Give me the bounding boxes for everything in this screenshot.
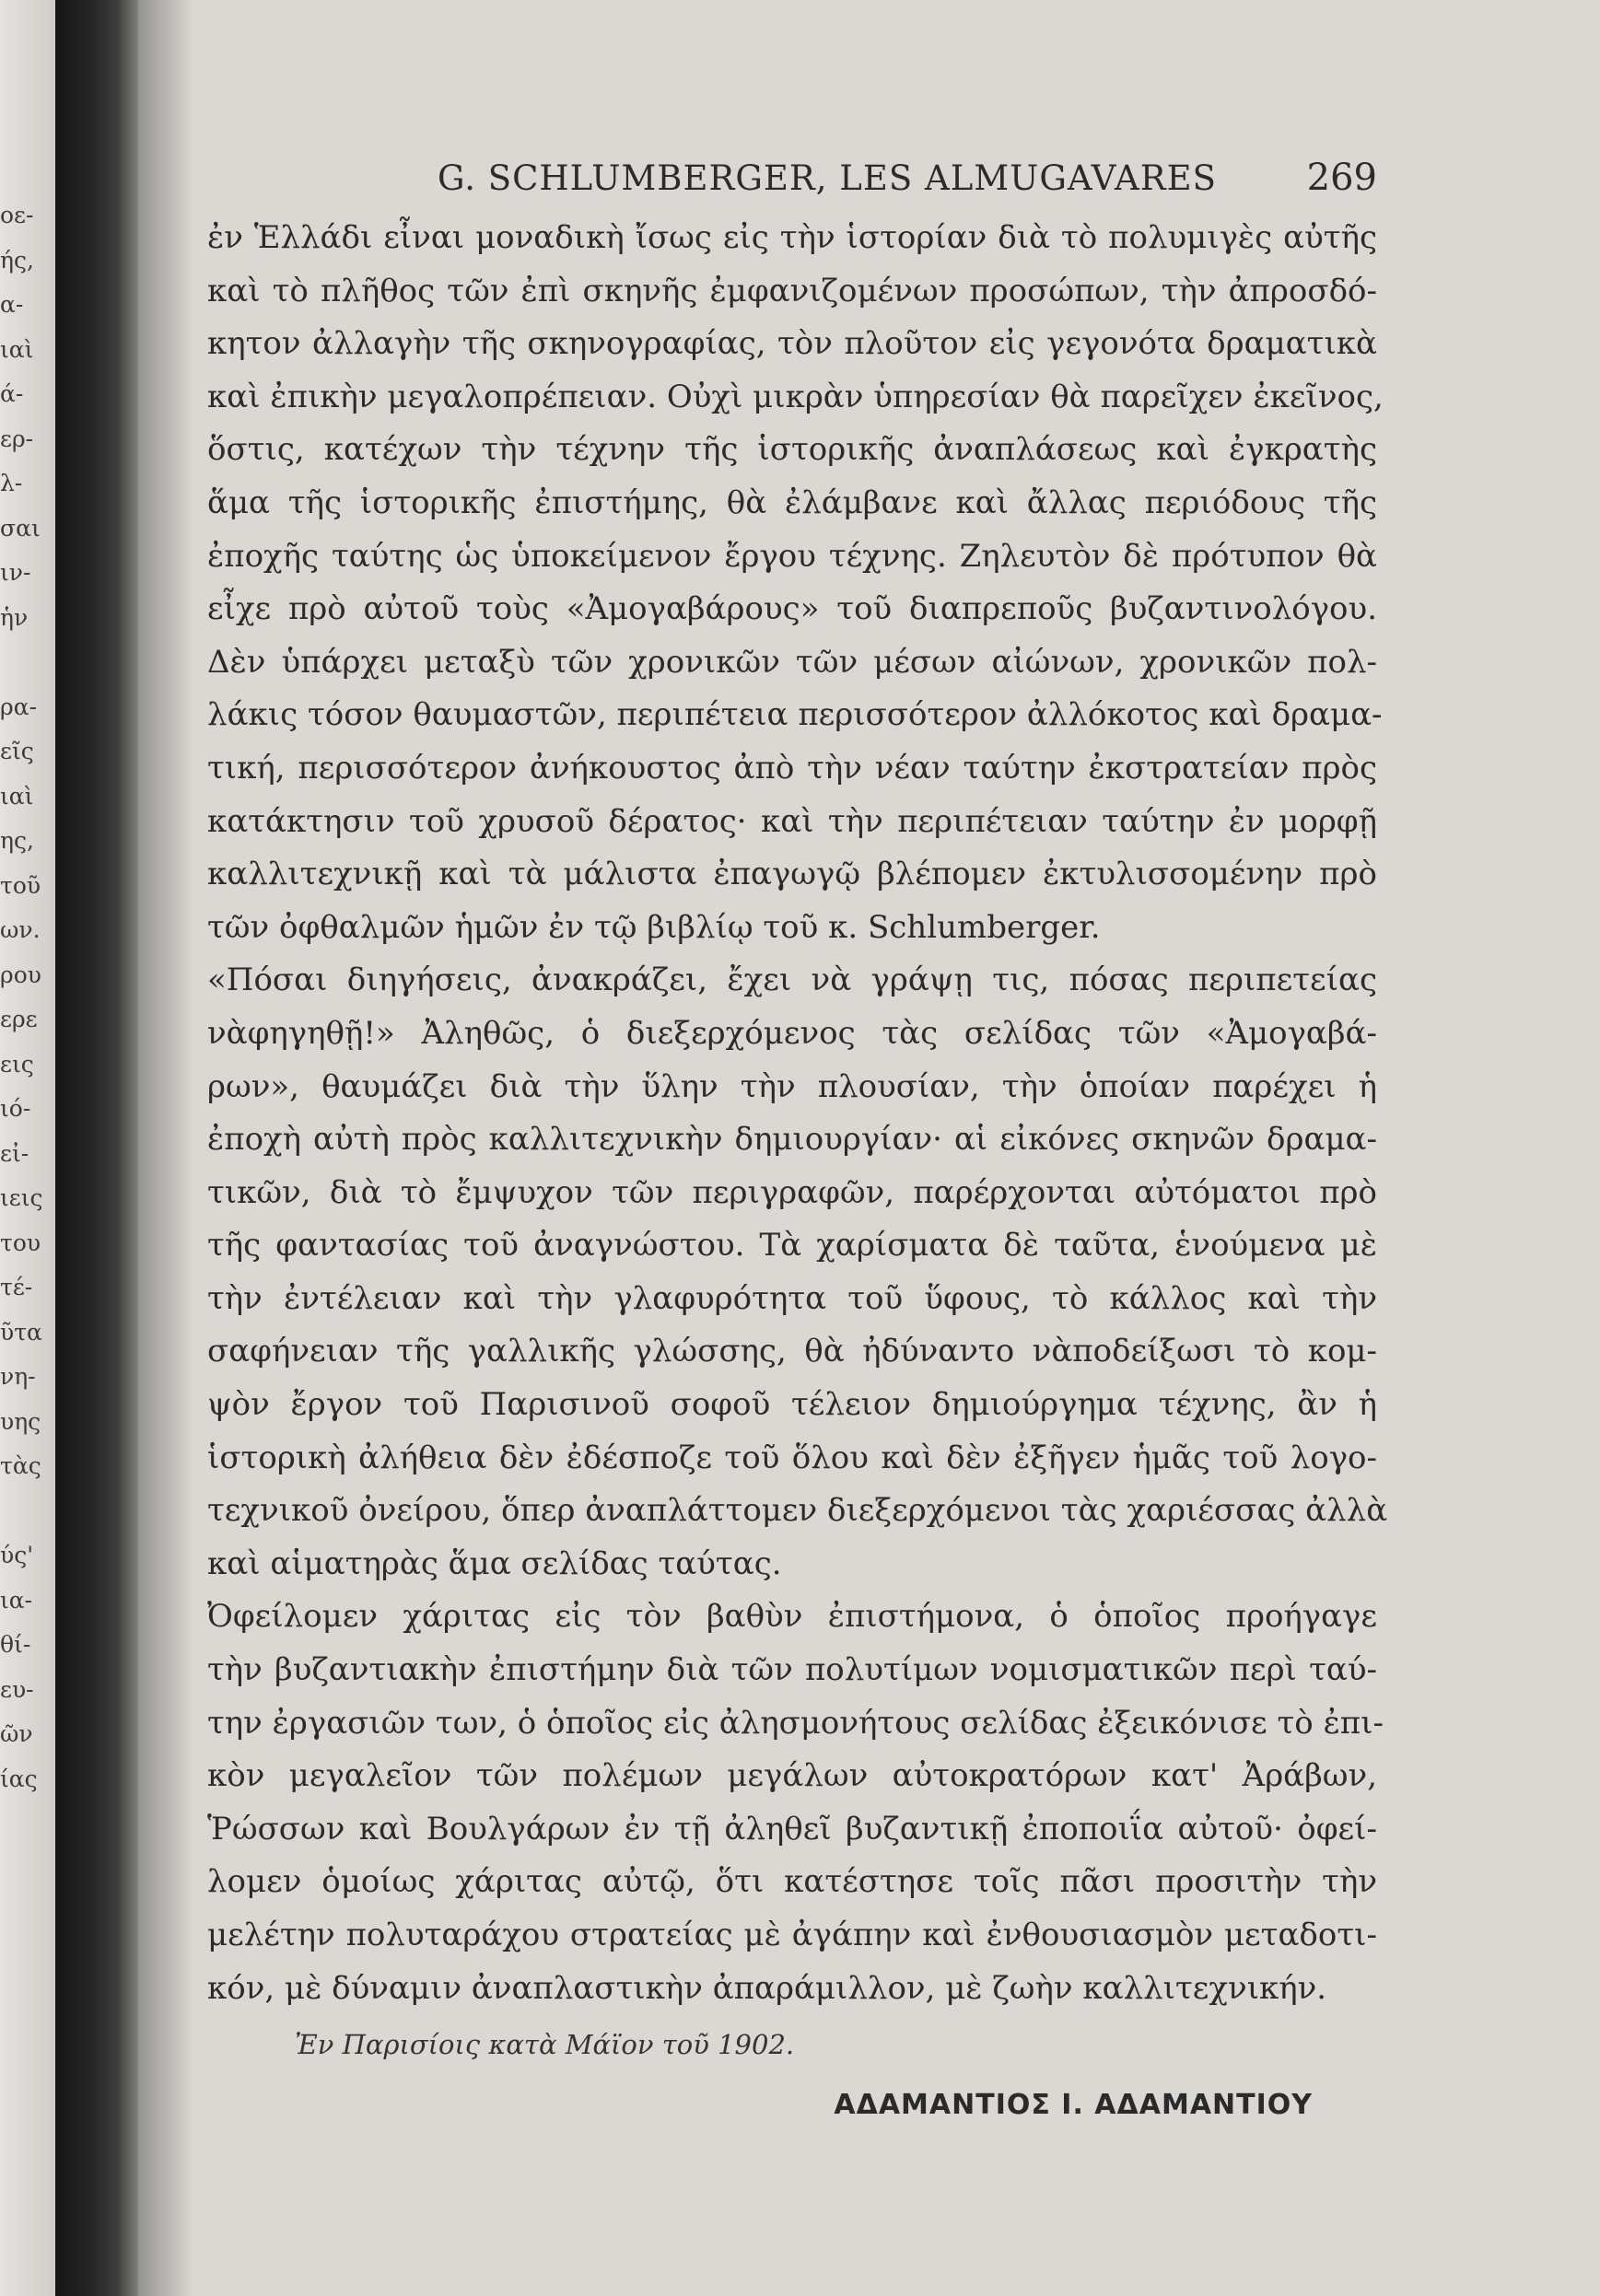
left-page-fragment: τοῦ	[0, 871, 41, 899]
left-page-fragment: οε-	[0, 202, 34, 228]
left-page-fragment: ιό-	[0, 1095, 31, 1122]
text-line: εἶχε πρὸ αὐτοῦ τοὺς «Ἀμογαβάρους» τοῦ διαπρεποῦς βυζαντινολόγου.	[207, 590, 1377, 628]
left-page-fragment: ής,	[0, 246, 34, 274]
left-page-text-fragments	[0, 193, 55, 1801]
left-page-fragment: ης,	[0, 827, 34, 854]
left-page-fragment: ῦτα	[0, 1318, 42, 1346]
text-line: ἐποχῆς ταύτης ὡς ὑποκείμενον ἔργου τέχνης. Ζηλευτὸν δὲ πρότυπον θὰ	[207, 537, 1377, 575]
left-page-fragment: ρα-	[0, 693, 38, 720]
text-line: σαφήνειαν τῆς γαλλικῆς γλώσσης, θὰ ἠδύναντο νὰποδείξωσι τὸ κομ-	[207, 1333, 1377, 1370]
left-page-fragment: σαι	[0, 514, 41, 542]
text-line: «Πόσαι διηγήσεις, ἀνακράζει, ἔχει νὰ γράψῃ τις, πόσας περιπετείας	[207, 962, 1377, 999]
text-line: Ῥώσσων καὶ Βουλγάρων ἐν τῇ ἀληθεῖ βυζαντικῇ ἐποποιΐα αὐτοῦ· ὀφεί-	[207, 1810, 1377, 1847]
left-page-fragment: τὰς	[0, 1452, 41, 1479]
book-gutter	[55, 0, 138, 2296]
left-page-fragment: ιεις	[0, 1184, 43, 1211]
running-title: G. SCHLUMBERGER, LES ALMUGAVARES	[438, 158, 1217, 198]
left-page-fragment: ίας	[0, 1765, 38, 1792]
text-line: ρων», θαυμάζει διὰ τὴν ὕλην τὴν πλουσίαν, τὴν ὁποίαν παρέχει ἡ	[207, 1067, 1377, 1105]
text-line: νὰφηγηθῇ!» Ἀληθῶς, ὁ διεξερχόμενος τὰς σελίδας τῶν «Ἀμογαβά-	[207, 1014, 1377, 1052]
text-line: καλλιτεχνικῇ καὶ τὰ μάλιστα ἐπαγωγῷ βλέπομεν ἐκτυλισσομένην πρὸ	[207, 856, 1377, 893]
left-page-fragment: ἡν	[0, 603, 29, 631]
left-page-fragment: υης	[0, 1407, 41, 1435]
text-line: ἐν Ἑλλάδι εἶναι μοναδικὴ ἴσως εἰς τὴν ἱστορίαν διὰ τὸ πολυμιγὲς αὐτῆς	[207, 219, 1377, 256]
author-signature: ΑΔΑΜΑΝΤΙΟΣ Ι. ΑΔΑΜΑΝΤΙΟΥ	[834, 2089, 1313, 2122]
left-page-fragment: εῖς	[0, 738, 34, 764]
text-line: κὸν μεγαλεῖον τῶν πολέμων μεγάλων αὐτοκρατόρων κατ' Ἀράβων,	[207, 1757, 1377, 1795]
left-page-fragment: εἰ-	[0, 1139, 29, 1167]
left-page-fragment: ῶν	[0, 1720, 33, 1747]
text-line: Δὲν ὑπάρχει μεταξὺ τῶν χρονικῶν τῶν μέσων αἰώνων, χρονικῶν πολ-	[207, 643, 1377, 681]
left-page-fragment: ια-	[0, 1586, 33, 1614]
left-page-fragment: νη-	[0, 1363, 36, 1390]
left-page-fragment: εις	[0, 1050, 34, 1078]
left-page-fragment: ων.	[0, 916, 41, 943]
left-page-edge	[0, 0, 55, 2296]
left-page-fragment	[0, 640, 55, 685]
left-page-fragment: λ-	[0, 470, 23, 496]
left-page-fragment: ευ-	[0, 1675, 34, 1703]
dateline: Ἐν Παρισίοις κατὰ Μάϊον τοῦ 1902.	[295, 2029, 795, 2061]
left-page-fragment: ερε	[0, 1006, 38, 1032]
left-page-fragment: ά-	[0, 380, 24, 407]
text-line: μελέτην πολυταράχου στρατείας μὲ ἀγάπην καὶ ἐνθουσιασμὸν μεταδοτι-	[207, 1917, 1377, 1953]
page-number: 269	[1306, 157, 1377, 199]
text-line: Ὀφείλομεν χάριτας εἰς τὸν βαθὺν ἐπιστήμονα, ὁ ὁποῖος προήγαγε	[207, 1598, 1377, 1636]
text-line: ἱστορικὴ ἀλήθεια δὲν ἐδέσποζε τοῦ ὅλου καὶ δὲν ἐξῆγεν ἡμᾶς τοῦ λογο-	[207, 1439, 1377, 1476]
text-line: την ἐργασιῶν των, ὁ ὁποῖος εἰς ἀλησμονήτους σελίδας ἐξεικόνισε τὸ ἐπι-	[207, 1704, 1384, 1742]
text-line: τεχνικοῦ ὀνείρου, ὅπερ ἀναπλάττομεν διεξερχόμενοι τὰς χαριέσσας ἀλλὰ	[207, 1492, 1388, 1530]
left-page-fragment: ιαὶ	[0, 335, 34, 363]
gutter-shadow	[138, 0, 193, 2296]
text-line: κητον ἀλλαγὴν τῆς σκηνογραφίας, τὸν πλοῦτον εἰς γεγονότα δραματικὰ	[207, 325, 1377, 363]
text-line: τικῶν, διὰ τὸ ἔμψυχον τῶν περιγραφῶν, παρέρχονται αὐτόματοι πρὸ	[207, 1173, 1377, 1211]
text-line: κατάκτησιν τοῦ χρυσοῦ δέρατος· καὶ τὴν περιπέτειαν ταύτην ἐν μορφῇ	[207, 802, 1377, 840]
text-line: τὴν ἐντέλειαν καὶ τὴν γλαφυρότητα τοῦ ὕφους, τὸ κάλλος καὶ τὴν	[207, 1279, 1377, 1317]
text-line: λάκις τόσον θαυμαστῶν, περιπέτεια περισσότερον ἀλλόκοτος καὶ δραμα-	[207, 696, 1383, 734]
text-line: τική, περισσότερον ἀνήκουστος ἀπὸ τὴν νέαν ταύτην ἐκστρατείαν πρὸς	[207, 749, 1377, 787]
left-page-fragment: ερ-	[0, 425, 34, 452]
left-page-fragment: θί-	[0, 1631, 31, 1658]
text-line: ψὸν ἔργον τοῦ Παρισινοῦ σοφοῦ τέλειον δημιούργημα τέχνης, ἂν ἡ	[207, 1386, 1377, 1424]
text-line: λομεν ὁμοίως χάριτας αὐτῷ, ὅτι κατέστησε τοῖς πᾶσι προσιτὴν τὴν	[207, 1863, 1377, 1901]
text-line: καὶ αἱματηρὰς ἅμα σελίδας ταύτας.	[207, 1544, 782, 1582]
left-page-fragment: α-	[0, 291, 24, 318]
left-page-fragment: ιαὶ	[0, 782, 34, 810]
body-text	[207, 212, 1388, 2015]
left-page-fragment: ρου	[0, 961, 41, 988]
book-page	[207, 147, 1388, 2122]
text-line: καὶ ἐπικὴν μεγαλοπρέπειαν. Οὐχὶ μικρὰν ὑπηρεσίαν θὰ παρεῖχεν ἐκεῖνος,	[207, 378, 1384, 415]
left-page-fragment: ιν-	[0, 559, 31, 586]
text-line: κόν, μὲ δύναμιν ἀναπλαστικὴν ἀπαράμιλλον, μὲ ζωὴν καλλιτεχνικήν.	[207, 1969, 1327, 2007]
text-line: τῶν ὀφθαλμῶν ἡμῶν ἐν τῷ βιβλίῳ τοῦ κ. Schlumberger.	[207, 908, 1101, 946]
text-line: τὴν βυζαντιακὴν ἐπιστήμην διὰ τῶν πολυτίμων νομισματικῶν περὶ ταύ-	[207, 1651, 1377, 1689]
text-line: καὶ τὸ πλῆθος τῶν ἐπὶ σκηνῆς ἐμφανιζομένων προσώπων, τὴν ἀπροσδό-	[207, 272, 1377, 309]
left-page-fragment	[0, 1489, 55, 1534]
left-page-fragment: τέ-	[0, 1274, 33, 1300]
left-page-fragment: ύς'	[0, 1542, 34, 1568]
text-line: ἅμα τῆς ἱστορικῆς ἐπιστήμης, θὰ ἐλάμβανε καὶ ἄλλας περιόδους τῆς	[207, 484, 1377, 521]
text-line: τῆς φαντασίας τοῦ ἀναγνώστου. Τὰ χαρίσματα δὲ ταῦτα, ἑνούμενα μὲ	[207, 1227, 1377, 1265]
text-line: ὅστις, κατέχων τὴν τέχνην τῆς ἱστορικῆς ἀναπλάσεως καὶ ἐγκρατὴς	[207, 431, 1377, 469]
text-line: ἐποχὴ αὐτὴ πρὸς καλλιτεχνικὴν δημιουργίαν· αἱ εἰκόνες σκηνῶν δραμα-	[207, 1121, 1377, 1159]
page-header	[207, 147, 1377, 206]
left-page-fragment: του	[0, 1229, 41, 1256]
